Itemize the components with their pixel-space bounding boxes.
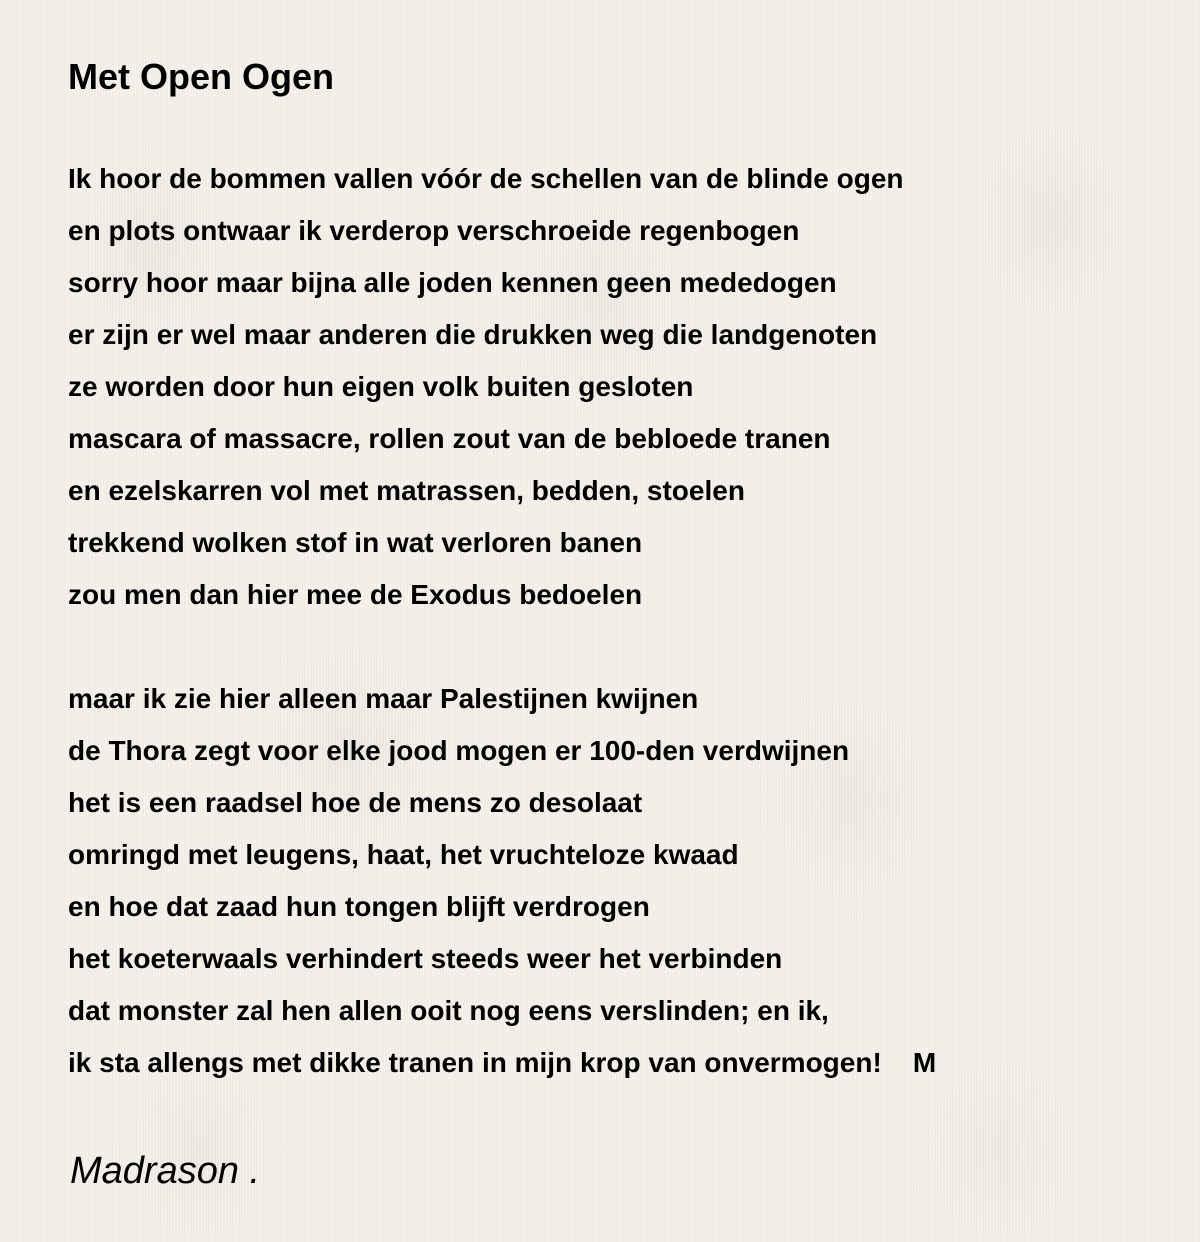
- poem-line: Ik hoor de bommen vallen vóór de schellen van de blinde ogen: [68, 163, 904, 194]
- poem-title: Met Open Ogen: [68, 56, 335, 97]
- poem-line: dat monster zal hen allen ooit nog eens verslinden; en ik,: [68, 995, 829, 1026]
- poem-line: het koeterwaals verhindert steeds weer het verbinden: [68, 943, 783, 974]
- stanza-1: [68, 153, 1168, 621]
- poem-author: Madrason .: [70, 1150, 261, 1192]
- poem-body: [68, 153, 1168, 1089]
- poem-line: en ezelskarren vol met matrassen, bedden, stoelen: [68, 475, 745, 506]
- poem-line: de Thora zegt voor elke jood mogen er 100-den verdwijnen: [68, 735, 850, 766]
- poem-line: het is een raadsel hoe de mens zo desolaat: [68, 787, 643, 818]
- poem-line: mascara of massacre, rollen zout van de bebloede tranen: [68, 423, 831, 454]
- poem-line: er zijn er wel maar anderen die drukken weg die landgenoten: [68, 319, 878, 350]
- poem-line: ik sta allengs met dikke tranen in mijn krop van onvermogen! M: [68, 1047, 937, 1078]
- poem-line: trekkend wolken stof in wat verloren banen: [68, 527, 643, 558]
- poem-line: en hoe dat zaad hun tongen blijft verdrogen: [68, 891, 650, 922]
- poem-line: zou men dan hier mee de Exodus bedoelen: [68, 579, 643, 610]
- poem-line: sorry hoor maar bijna alle joden kennen geen mededogen: [68, 267, 837, 298]
- stanza-2: [68, 673, 1168, 1089]
- poem-page: [68, 52, 1168, 1201]
- poem-line: omringd met leugens, haat, het vruchteloze kwaad: [68, 839, 739, 870]
- poem-line: maar ik zie hier alleen maar Palestijnen kwijnen: [68, 683, 699, 714]
- poem-line: ze worden door hun eigen volk buiten gesloten: [68, 371, 694, 402]
- poem-line: en plots ontwaar ik verderop verschroeide regenbogen: [68, 215, 800, 246]
